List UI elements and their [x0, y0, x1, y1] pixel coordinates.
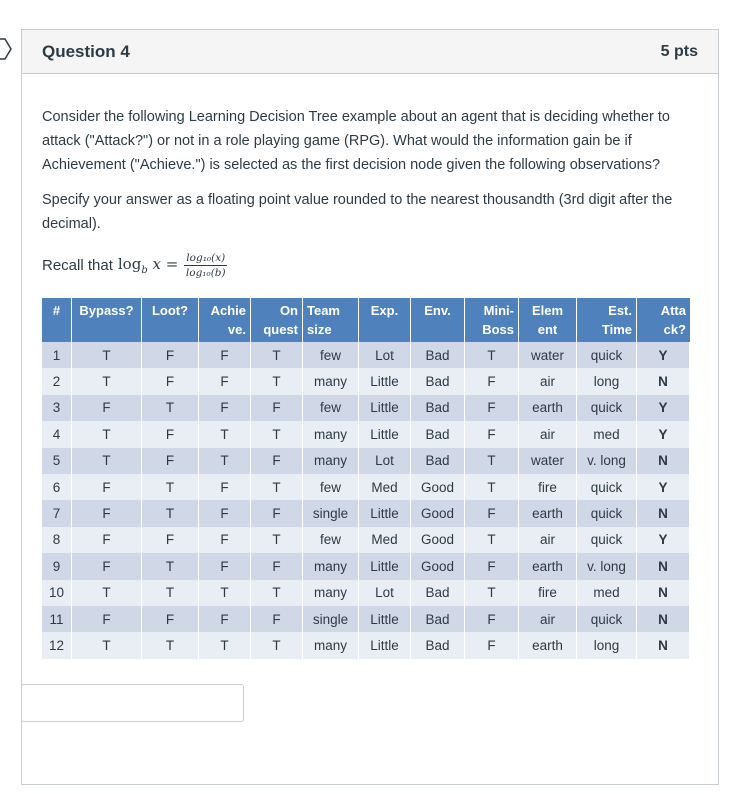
- table-cell: few: [303, 395, 359, 421]
- table-cell: T: [142, 553, 199, 579]
- table-cell: T: [251, 527, 303, 553]
- log-var: x =: [147, 255, 179, 273]
- table-cell: Little: [359, 421, 411, 447]
- log-text: log: [117, 255, 142, 273]
- table-cell: T: [251, 342, 303, 368]
- table-cell: quick: [577, 606, 637, 632]
- column-header: [577, 298, 637, 342]
- table-cell: Bad: [411, 342, 465, 368]
- fraction-denominator: log₁₀(b): [185, 267, 226, 279]
- table-cell: Good: [411, 500, 465, 526]
- table-cell: F: [199, 606, 251, 632]
- table-cell: 2: [42, 368, 72, 394]
- table-cell: single: [303, 606, 359, 632]
- table-body: [42, 342, 690, 659]
- table-cell: fire: [519, 580, 577, 606]
- table-cell: Y: [637, 421, 690, 447]
- column-header-text: Bypass?: [79, 303, 134, 318]
- table-cell: 4: [42, 421, 72, 447]
- table-cell: Bad: [411, 395, 465, 421]
- column-header-text: Env.: [424, 303, 451, 318]
- table-cell: long: [577, 368, 637, 394]
- table-row: [42, 421, 690, 447]
- table-cell: water: [519, 448, 577, 474]
- table-row: [42, 527, 690, 553]
- column-header-text: Exp.: [370, 303, 399, 318]
- table-cell: F: [199, 553, 251, 579]
- table-cell: fire: [519, 474, 577, 500]
- table-cell: quick: [577, 342, 637, 368]
- table-cell: N: [637, 580, 690, 606]
- table-cell: F: [465, 632, 519, 658]
- table-cell: T: [199, 580, 251, 606]
- column-header: [519, 298, 577, 342]
- table-cell: T: [72, 448, 142, 474]
- column-header-text: size: [307, 322, 332, 337]
- table-cell: T: [465, 527, 519, 553]
- table-cell: N: [637, 553, 690, 579]
- table-header-row: [42, 298, 690, 342]
- table-cell: T: [465, 580, 519, 606]
- table-cell: F: [142, 527, 199, 553]
- table-cell: T: [465, 474, 519, 500]
- table-cell: earth: [519, 632, 577, 658]
- table-cell: earth: [519, 395, 577, 421]
- table-row: [42, 342, 690, 368]
- table-cell: 12: [42, 632, 72, 658]
- table-cell: T: [142, 500, 199, 526]
- column-header: [142, 298, 199, 342]
- table-cell: T: [465, 448, 519, 474]
- table-cell: many: [303, 368, 359, 394]
- table-cell: many: [303, 421, 359, 447]
- table-cell: F: [199, 395, 251, 421]
- column-header-text: Atta: [660, 303, 686, 318]
- table-cell: T: [199, 632, 251, 658]
- question-title: Question 4: [42, 41, 130, 61]
- table-cell: F: [142, 448, 199, 474]
- table-cell: med: [577, 421, 637, 447]
- table-cell: T: [142, 474, 199, 500]
- table-cell: water: [519, 342, 577, 368]
- table-cell: T: [72, 580, 142, 606]
- table-cell: F: [142, 421, 199, 447]
- table-cell: N: [637, 632, 690, 658]
- table-cell: 8: [42, 527, 72, 553]
- table-cell: Y: [637, 474, 690, 500]
- table-cell: T: [142, 395, 199, 421]
- table-cell: Y: [637, 527, 690, 553]
- table-cell: Bad: [411, 448, 465, 474]
- column-header: [72, 298, 142, 342]
- table-cell: T: [251, 474, 303, 500]
- table-row: [42, 448, 690, 474]
- observations-table: [42, 298, 690, 659]
- table-cell: F: [72, 553, 142, 579]
- table-cell: T: [72, 342, 142, 368]
- column-header-text: ve.: [227, 322, 246, 337]
- table-cell: Y: [637, 395, 690, 421]
- table-cell: F: [142, 368, 199, 394]
- table-cell: F: [251, 448, 303, 474]
- table-cell: 3: [42, 395, 72, 421]
- table-cell: 11: [42, 606, 72, 632]
- table-cell: 10: [42, 580, 72, 606]
- table-cell: Bad: [411, 580, 465, 606]
- table-row: [42, 368, 690, 394]
- column-header: [42, 298, 72, 342]
- question-body: [22, 105, 718, 659]
- table-cell: T: [72, 421, 142, 447]
- table-cell: Bad: [411, 421, 465, 447]
- table-cell: quick: [577, 474, 637, 500]
- table-cell: F: [465, 500, 519, 526]
- column-header-text: ent: [537, 322, 558, 337]
- table-row: [42, 553, 690, 579]
- table-cell: T: [465, 342, 519, 368]
- table-cell: air: [519, 421, 577, 447]
- table-cell: N: [637, 500, 690, 526]
- table-cell: N: [637, 448, 690, 474]
- table-cell: quick: [577, 395, 637, 421]
- fraction-numerator: log₁₀(x): [186, 252, 226, 264]
- table-cell: F: [199, 527, 251, 553]
- table-cell: long: [577, 632, 637, 658]
- table-cell: T: [72, 368, 142, 394]
- table-cell: Little: [359, 395, 411, 421]
- question-card: [21, 29, 719, 785]
- table-cell: v. long: [577, 448, 637, 474]
- table-row: [42, 500, 690, 526]
- table-row: [42, 606, 690, 632]
- column-header-text: Est.: [608, 303, 632, 318]
- column-header-text: quest: [263, 322, 298, 337]
- question-text: Consider the following Learning Decision Tree example about an agent that is deciding whether to attack ("Attack?") or not in a role playing game (RPG). What would the information gain be if Achievement ("Achieve.") is selected as the first decision node given the following observations?: [42, 109, 670, 173]
- column-header-text: On: [279, 303, 298, 318]
- table-row: [42, 632, 690, 658]
- table-cell: Y: [637, 342, 690, 368]
- question-points: 5 pts: [660, 42, 698, 60]
- table-row: [42, 580, 690, 606]
- table-cell: many: [303, 448, 359, 474]
- question-header: [22, 30, 718, 74]
- column-header-text: Achie: [210, 303, 246, 318]
- table-cell: earth: [519, 553, 577, 579]
- table-cell: air: [519, 606, 577, 632]
- log-fraction: [184, 252, 227, 279]
- table-cell: F: [465, 553, 519, 579]
- table-cell: Good: [411, 527, 465, 553]
- table-cell: many: [303, 632, 359, 658]
- table-cell: Med: [359, 527, 411, 553]
- question-indicator-icon: [0, 38, 12, 60]
- column-header: [251, 298, 303, 342]
- column-header-text: Elem: [531, 303, 564, 318]
- recall-formula: [42, 252, 698, 279]
- table-cell: T: [251, 580, 303, 606]
- table-cell: Lot: [359, 342, 411, 368]
- table-cell: F: [251, 395, 303, 421]
- question-instructions: Specify your answer as a floating point value rounded to the nearest thousandth (3rd digit after the decimal).: [42, 192, 673, 232]
- table-cell: F: [199, 500, 251, 526]
- table-cell: T: [251, 421, 303, 447]
- table-cell: air: [519, 527, 577, 553]
- column-header: [411, 298, 465, 342]
- table-cell: Good: [411, 474, 465, 500]
- recall-label: Recall that: [42, 257, 113, 274]
- table-cell: Bad: [411, 632, 465, 658]
- table-cell: Lot: [359, 580, 411, 606]
- table-cell: Little: [359, 606, 411, 632]
- table-cell: T: [199, 421, 251, 447]
- table-cell: F: [72, 527, 142, 553]
- table-cell: F: [72, 474, 142, 500]
- table-cell: few: [303, 474, 359, 500]
- log-formula: [118, 255, 178, 276]
- column-header-text: ck?: [663, 322, 686, 337]
- table-cell: T: [142, 580, 199, 606]
- table-cell: single: [303, 500, 359, 526]
- column-header-text: Loot?: [151, 303, 189, 318]
- column-header-text: Team: [307, 303, 340, 318]
- table-cell: F: [142, 342, 199, 368]
- table-cell: T: [199, 448, 251, 474]
- table-cell: Good: [411, 553, 465, 579]
- table-cell: Little: [359, 553, 411, 579]
- table-cell: F: [142, 606, 199, 632]
- column-header: [465, 298, 519, 342]
- table-cell: v. long: [577, 553, 637, 579]
- table-cell: F: [72, 395, 142, 421]
- table-row: [42, 395, 690, 421]
- table-cell: air: [519, 368, 577, 394]
- table-cell: F: [72, 500, 142, 526]
- table-cell: 5: [42, 448, 72, 474]
- column-header-text: #: [52, 303, 61, 318]
- table-cell: N: [637, 368, 690, 394]
- table-cell: T: [72, 632, 142, 658]
- table-cell: T: [142, 632, 199, 658]
- table-cell: F: [465, 395, 519, 421]
- table-cell: T: [251, 632, 303, 658]
- table-cell: F: [199, 368, 251, 394]
- table-cell: 7: [42, 500, 72, 526]
- table-cell: quick: [577, 500, 637, 526]
- table-cell: quick: [577, 527, 637, 553]
- column-header-text: Time: [601, 322, 632, 337]
- table-cell: Lot: [359, 448, 411, 474]
- table-cell: 6: [42, 474, 72, 500]
- log-base: b: [141, 265, 148, 276]
- table-cell: 1: [42, 342, 72, 368]
- table-cell: F: [251, 553, 303, 579]
- column-header: [303, 298, 359, 342]
- table-cell: Little: [359, 368, 411, 394]
- table-cell: F: [465, 421, 519, 447]
- table-cell: 9: [42, 553, 72, 579]
- table-cell: N: [637, 606, 690, 632]
- answer-input[interactable]: [21, 684, 244, 722]
- table-cell: F: [251, 606, 303, 632]
- table-row: [42, 474, 690, 500]
- table-cell: F: [465, 606, 519, 632]
- column-header: [359, 298, 411, 342]
- table-cell: med: [577, 580, 637, 606]
- table-cell: Bad: [411, 606, 465, 632]
- table-cell: F: [199, 474, 251, 500]
- table-cell: Little: [359, 500, 411, 526]
- table-cell: Bad: [411, 368, 465, 394]
- table-cell: earth: [519, 500, 577, 526]
- table-cell: F: [465, 368, 519, 394]
- table-cell: few: [303, 342, 359, 368]
- column-header: [637, 298, 690, 342]
- table-cell: few: [303, 527, 359, 553]
- table-cell: many: [303, 580, 359, 606]
- column-header: [199, 298, 251, 342]
- column-header-text: Mini-: [483, 303, 514, 318]
- column-header-text: Boss: [482, 322, 514, 337]
- table-cell: F: [72, 606, 142, 632]
- table-cell: Little: [359, 632, 411, 658]
- table-cell: Med: [359, 474, 411, 500]
- table-cell: T: [251, 368, 303, 394]
- table-cell: many: [303, 553, 359, 579]
- table-cell: F: [199, 342, 251, 368]
- table-cell: F: [251, 500, 303, 526]
